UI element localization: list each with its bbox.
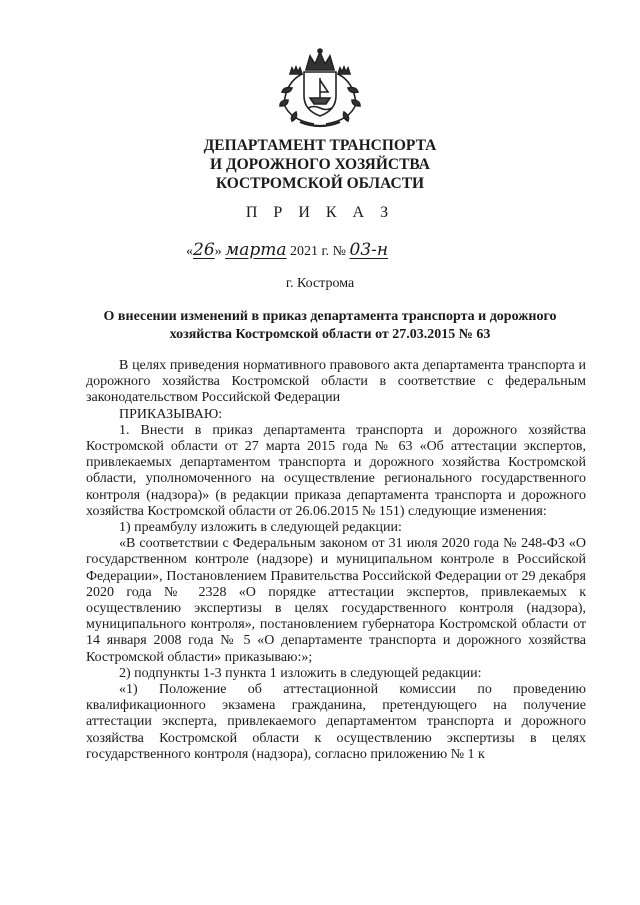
order-city: г. Кострома [285, 276, 355, 291]
department-name-line: ДЕПАРТАМЕНТ ТРАНСПОРТА [203, 137, 437, 154]
body-paragraph: В целях приведения нормативного правового акта департамента транспорта и дорожного хозяйства Костромской области в соответствие с федеральным законодательством Российской Федерации [86, 358, 586, 406]
department-name-line: И ДОРОЖНОГО ХОЗЯЙСТВА [210, 156, 430, 173]
date-open-quote: « [186, 244, 193, 259]
body-paragraph: «В соответствии с Федеральным законом от 31 июля 2020 года № 248-ФЗ «О государственном контроле (надзоре) и муниципальном контроле в Российской Федерации», Постановлением Правительства Российской Федерации от 29 декабря 2020 года № 2328 «О порядке аттестации экспертов, привлекаемых к осуществлению экспертизы в целях государственного контроля (надзора), муниципального контроля», постановлением губернатора Костромской области от 14 января 2008 года № 5 «О департаменте транспорта и дорожного хозяйства Костромской области» приказываю:»; [86, 536, 586, 665]
department-name-line: КОСТРОМСКОЙ ОБЛАСТИ [215, 175, 425, 192]
order-year-label: 2021 г. № [290, 244, 347, 259]
order-month: марта [225, 240, 287, 260]
body-paragraph-order-word: ПРИКАЗЫВАЮ: [119, 406, 223, 422]
order-subject [80, 308, 580, 344]
body-paragraph: 1. Внести в приказ департамента транспорта и дорожного хозяйства Костромской области от 27 марта 2015 года № 63 «Об аттестации экспертов, привлекаемых департаментом транспорта и дорожного хозяйства Костромской области, уполномоченного на осуществление регионального государственного контроля (надзора)» (в редакции приказа департамента транспорта и дорожного хозяйства Костромской области от 26.06.2015 № 151) следующие изменения: [86, 422, 586, 519]
body-paragraph: 2) подпункты 1-3 пункта 1 изложить в следующей редакции: [119, 665, 482, 681]
order-subject-line: хозяйства Костромской области от 27.03.2015 № 63 [169, 327, 491, 342]
department-name [0, 136, 640, 193]
body-paragraph: 1) преамбулу изложить в следующей редакции: [119, 520, 402, 536]
order-title: П Р И К А З [245, 204, 395, 221]
order-date-number [186, 240, 388, 260]
order-day: 26 [193, 240, 215, 260]
order-body [86, 358, 586, 763]
order-number: 03-н [349, 240, 389, 260]
kostroma-coat-of-arms-icon [268, 48, 372, 130]
body-paragraph: «1) Положение об аттестационной комиссии по проведению квалификационного экзамена гражданина, претендующего на получение аттестации эксперта, привлекаемого департаментом транспорта и дорожного хозяйства Костромской области к осуществлению экспертизы в целях государственного контроля (надзора), согласно приложению № 1 к [86, 682, 586, 762]
date-close-quote: » [214, 244, 222, 259]
order-subject-line: О внесении изменений в приказ департамента транспорта и дорожного [103, 309, 557, 324]
